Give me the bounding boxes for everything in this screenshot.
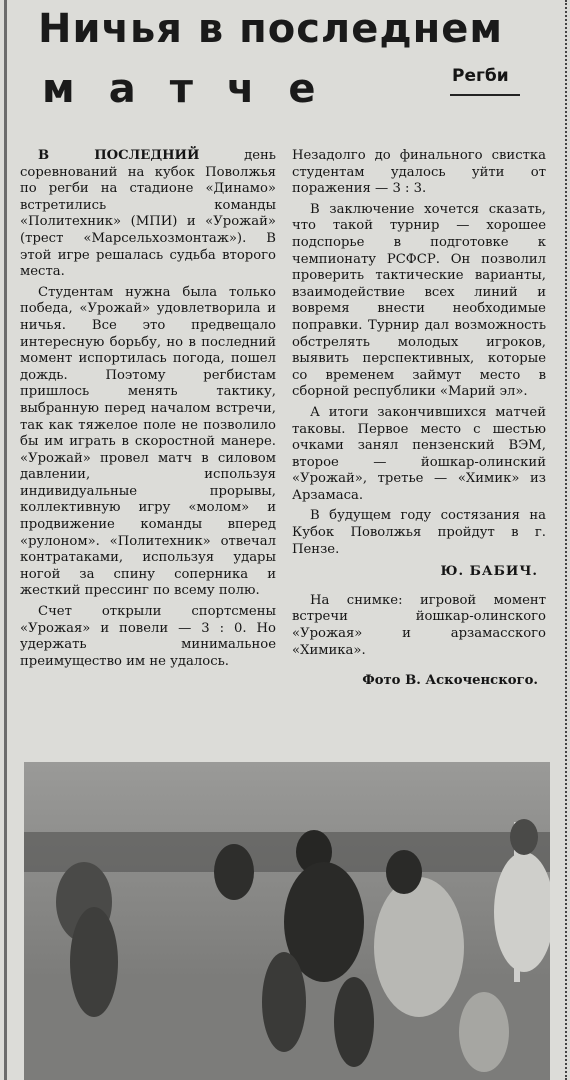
- article-column-1: [20, 148, 276, 674]
- right-dotted-rule: [565, 0, 567, 1080]
- paragraph-1: [20, 148, 276, 281]
- paragraph-2: Студентам нужна была только победа, «Урожай» удовлетворила и ничья. Все это предвещало интересную борьбу, но в последний момент испортилась погода, пошел дождь. Поэтому регбистам пришлось менять тактику, выбранную перед началом встречи, так как тяжелое поле не позволило бы им играть в скоростной манере. «Урожай» провел матч в силовом давлении, используя индивидуальные прорывы, коллективную игру «молом» и продвижение команды вперед «рулоном». «Политехник» отвечал контратаками, используя удары ногой за спину соперника и жесткий прессинг по всему полю.: [20, 284, 276, 599]
- paragraph-7: В будущем году состязания на Кубок Поволжья пройдут в г. Пензе.: [292, 508, 546, 557]
- paragraph-3: Счет открыли спортсмены «Урожая» и повели — 3 : 0. Но удержать минимальное преимущество им не удалось.: [20, 604, 276, 669]
- rugby-match-photo: [24, 762, 550, 1080]
- photo-illustration: [24, 762, 550, 1080]
- paragraph-4: Незадолго до финального свистка студентам удалось уйти от поражения — 3 : 3.: [292, 148, 546, 197]
- left-column-rule: [4, 0, 7, 1080]
- headline-line-1: Ничья в последнем: [38, 6, 504, 52]
- lead-in: В ПОСЛЕДНИЙ: [38, 148, 200, 163]
- rubric-label: Регби: [452, 66, 509, 86]
- photo-caption: На снимке: игровой момент встречи йошкар-олинского «Урожая» и арзамасского «Химика».: [292, 592, 546, 658]
- author-signature: Ю. БАБИЧ.: [440, 564, 538, 580]
- headline-line-2: матче: [42, 66, 350, 112]
- paragraph-1-text: день соревнований на кубок Поволжья по регби на стадионе «Динамо» встретились команды «Политехник» (МПИ) и «Урожай» (трест «Марсельхозмонтаж»). В этой игре решалась судьба второго места.: [20, 148, 276, 280]
- photo-credit: Фото В. Аскоченского.: [362, 673, 538, 689]
- paragraph-6: А итоги закончившихся матчей таковы. Первое место с шестью очками занял пензенский ВЭМ, второе — йошкар-олинский «Урожай», третье — «Химик» из Арзамаса.: [292, 404, 546, 503]
- rubric-underline: [450, 94, 520, 96]
- article-column-2: [292, 148, 546, 690]
- paragraph-5: В заключение хочется сказать, что такой турнир — хорошее подспорье в подготовке к чемпионату РСФСР. Он позволил проверить тактические варианты, взаимодействие всех линий и вовремя внести необходимые поправки. Турнир дал возможность обстрелять молодых игроков, выявить перспективных, которые со временем займут место в сборной республики «Марий эл».: [292, 201, 546, 400]
